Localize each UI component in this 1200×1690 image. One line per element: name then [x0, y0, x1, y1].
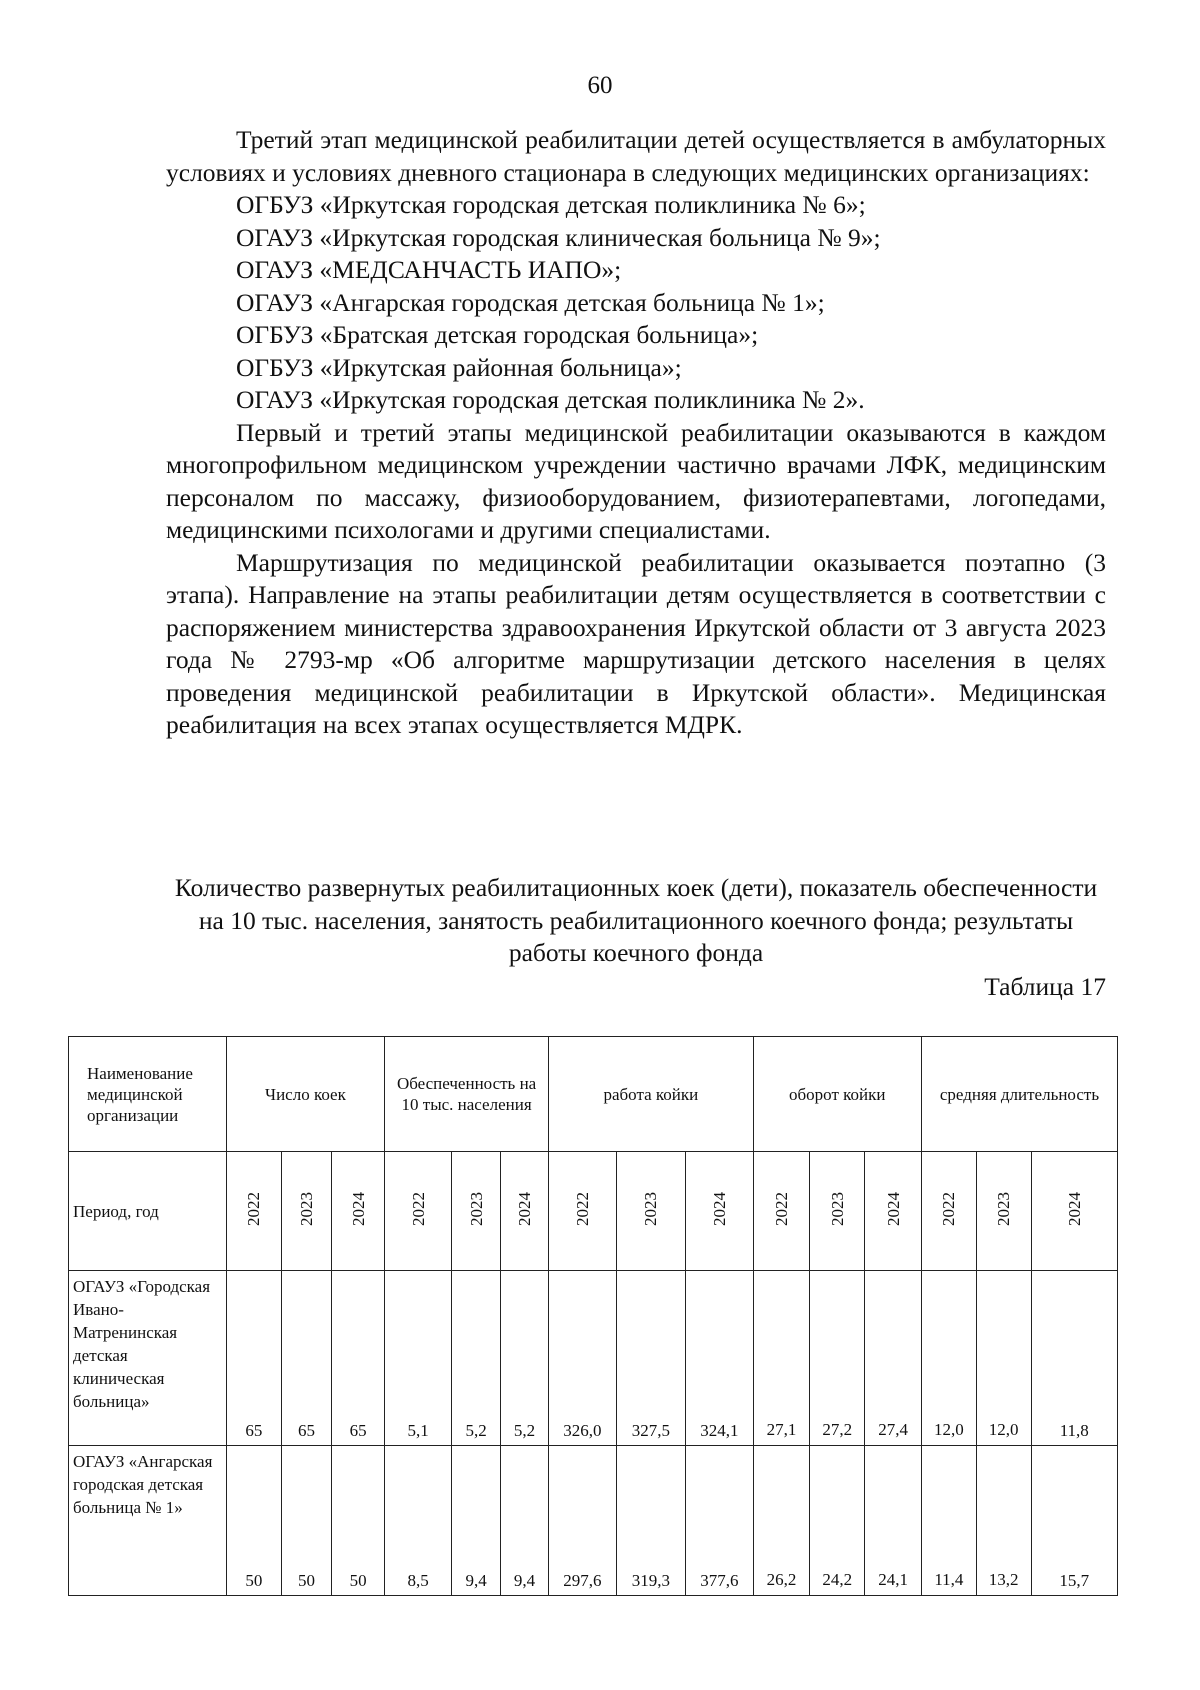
period-label: Период, год — [69, 1152, 227, 1271]
value-cell: 13,2 — [976, 1446, 1031, 1596]
value-cell: 9,4 — [452, 1446, 500, 1596]
value-cell: 327,5 — [616, 1271, 686, 1446]
org-name-cell: ОГАУЗ «Ангарская городская детская больница № 1» — [69, 1446, 227, 1596]
paragraph-routing: Маршрутизация по медицинской реабилитации оказывается поэтапно (3 этапа). Направление на этапы реабилитации детям осуществляется в соответствии с распоряжением министерства здравоохранения Иркутской области от 3 августа 2023 года № 2793-мр «Об алгоритме маршрутизации детского населения в целях проведения медицинской реабилитации в Иркутской области». Медицинская реабилитация на всех этапах осуществляется МДРК. — [166, 547, 1106, 739]
value-cell: 65 — [226, 1271, 281, 1446]
value-cell: 27,4 — [865, 1271, 922, 1446]
value-cell: 8,5 — [384, 1446, 451, 1596]
year-label: 2022 — [244, 1191, 264, 1226]
header-bed-turnover: оборот койки — [753, 1037, 921, 1152]
header-bed-work: работа койки — [549, 1037, 753, 1152]
year-label: 2024 — [709, 1191, 729, 1226]
table-caption: Количество развернутых реабилитационных коек (дети), показатель обеспеченности на 10 тыс. населения, занятость реабилитационного коечного фонда; результаты работы коечного фонда — [174, 873, 1098, 967]
value-cell: 50 — [332, 1446, 385, 1596]
list-item: ОГБУЗ «Братская детская городская больница»; — [236, 320, 759, 349]
table-header-row — [69, 1037, 1118, 1152]
value-cell: 11,4 — [922, 1446, 977, 1596]
value-cell: 297,6 — [549, 1446, 616, 1596]
table-row — [69, 1446, 1118, 1596]
year-label: 2023 — [466, 1191, 486, 1226]
year-label: 2024 — [883, 1191, 903, 1226]
value-cell: 319,3 — [616, 1446, 686, 1596]
list-item: ОГАУЗ «Иркутская городская клиническая больница № 9»; — [236, 222, 881, 252]
year-label: 2024 — [515, 1191, 534, 1226]
value-cell: 326,0 — [549, 1271, 616, 1446]
year-label: 2023 — [994, 1191, 1014, 1226]
table-row — [69, 1271, 1118, 1446]
organization-list — [166, 189, 1106, 417]
value-cell: 12,0 — [976, 1271, 1031, 1446]
value-cell: 324,1 — [686, 1271, 753, 1446]
list-item: ОГБУЗ «Иркутская городская детская поликлиника № 6»; — [236, 190, 866, 219]
year-label: 2023 — [296, 1191, 316, 1226]
list-item: ОГАУЗ «МЕДСАНЧАСТЬ ИАПО»; — [236, 255, 622, 284]
value-cell: 11,8 — [1031, 1271, 1118, 1446]
value-cell: 5,1 — [384, 1271, 451, 1446]
value-cell: 5,2 — [500, 1271, 548, 1446]
value-cell: 27,1 — [753, 1271, 810, 1446]
value-cell: 24,2 — [810, 1446, 865, 1596]
value-cell: 9,4 — [500, 1446, 548, 1596]
year-label: 2022 — [572, 1191, 592, 1226]
body-text — [166, 124, 1106, 742]
header-bed-count: Число коек — [226, 1037, 384, 1152]
page-number: 60 — [587, 72, 613, 99]
value-cell: 12,0 — [922, 1271, 977, 1446]
year-label: 2024 — [1064, 1191, 1084, 1226]
value-cell: 27,2 — [810, 1271, 865, 1446]
value-cell: 377,6 — [686, 1446, 753, 1596]
table-period-row — [69, 1152, 1118, 1271]
header-avg-length: средняя длительность — [922, 1037, 1118, 1152]
rehab-beds-table — [68, 1036, 1118, 1596]
list-item: ОГАУЗ «Иркутская городская детская поликлиника № 2». — [236, 385, 865, 414]
year-label: 2023 — [827, 1191, 847, 1226]
year-label: 2023 — [641, 1191, 661, 1226]
value-cell: 50 — [226, 1446, 281, 1596]
value-cell: 50 — [281, 1446, 332, 1596]
paragraph-third-stage: Третий этап медицинской реабилитации детей осуществляется в амбулаторных условиях и условиях дневного стационара в следующих медицинских организациях: — [166, 125, 1106, 187]
org-name-cell: ОГАУЗ «Городская Ивано-Матренинская детская клиническая больница» — [69, 1271, 227, 1446]
value-cell: 15,7 — [1031, 1446, 1118, 1596]
table-label: Таблица 17 — [984, 972, 1106, 1001]
value-cell: 65 — [332, 1271, 385, 1446]
value-cell: 24,1 — [865, 1446, 922, 1596]
list-item: ОГБУЗ «Иркутская районная больница»; — [236, 352, 682, 382]
year-label: 2022 — [939, 1191, 959, 1226]
header-org-name: Наименование медицинской организации — [69, 1037, 227, 1152]
value-cell: 5,2 — [452, 1271, 500, 1446]
value-cell: 26,2 — [753, 1446, 810, 1596]
year-label: 2024 — [348, 1191, 368, 1226]
value-cell: 65 — [281, 1271, 332, 1446]
list-item: ОГАУЗ «Ангарская городская детская больница № 1»; — [236, 287, 825, 317]
year-label: 2022 — [408, 1191, 428, 1226]
year-label: 2022 — [771, 1191, 791, 1226]
header-provision: Обеспеченность на 10 тыс. населения — [384, 1037, 548, 1152]
paragraph-first-third-stages: Первый и третий этапы медицинской реабилитации оказываются в каждом многопрофильном медицинском учреждении частично врачами ЛФК, медицинским персоналом по массажу, физиооборудованием, физиотерапевтами, логопедами, медицинскими психологами и другими специалистами. — [166, 417, 1106, 544]
